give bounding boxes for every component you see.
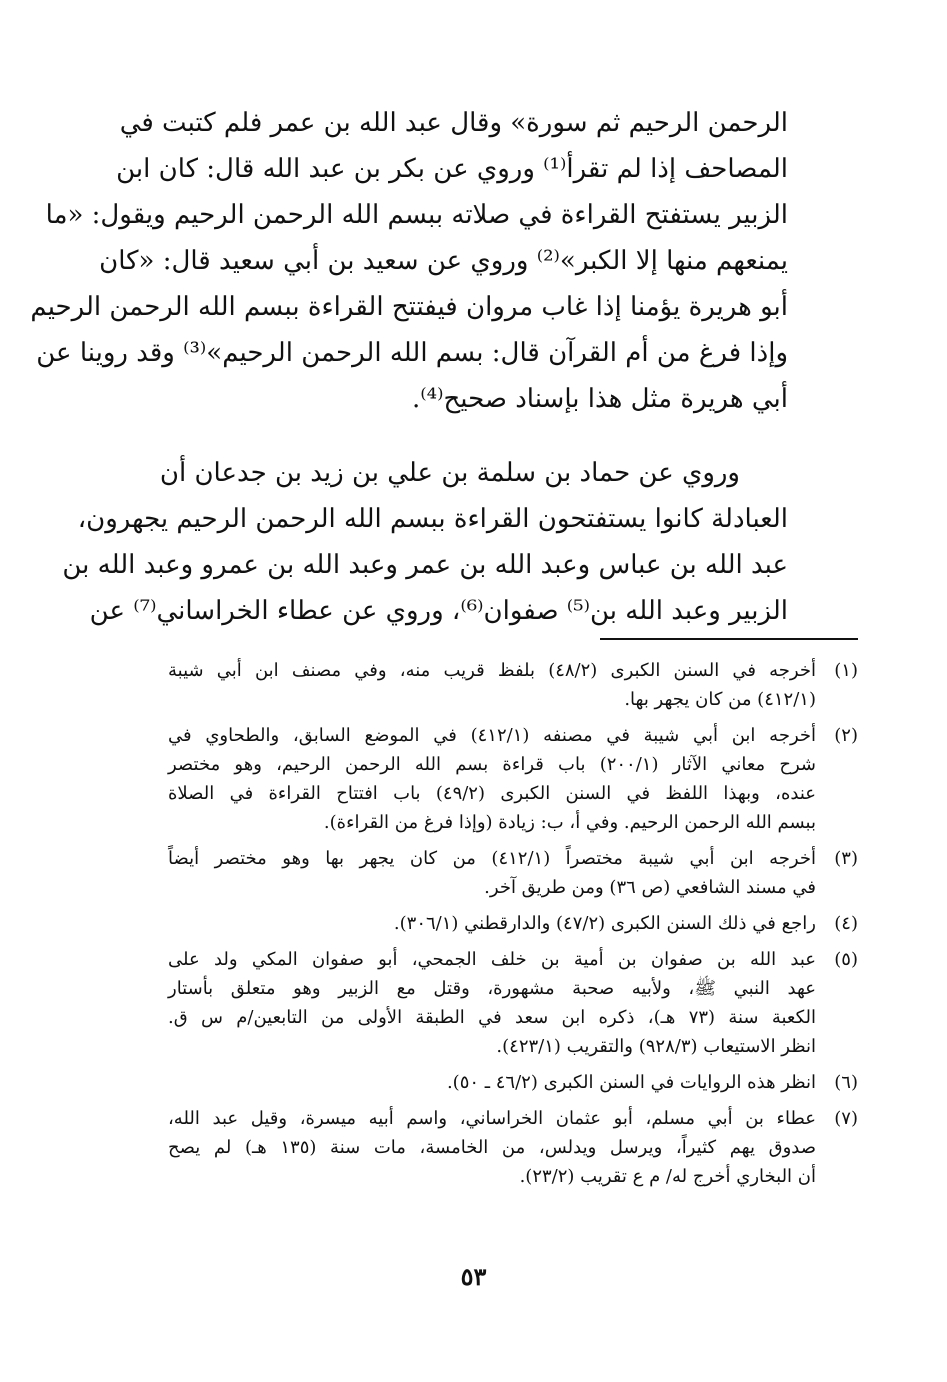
- footnote-number: (٥): [834, 949, 858, 970]
- footnote-number: (٣): [834, 848, 858, 869]
- footnote-line: ببسم الله الرحمن الرحيم. وفي أ، ب: زيادة (وإذا فرغ من القراءة).: [323, 812, 816, 833]
- footnote-line: عبد الله بن صفوان بن أمية بن خلف الجمحي، أبو صفوان المكي ولد على: [168, 949, 816, 970]
- footnote-number: (١): [834, 660, 858, 681]
- footnote-1: [168, 656, 858, 714]
- footnote-7: [168, 1104, 858, 1191]
- footnote-number: (٦): [834, 1072, 858, 1093]
- footnote-line: أخرجه ابن أبي شيبة في مصنفه (٤١٢/١) في الموضع السابق، والطحاوي في: [168, 725, 816, 746]
- footnote-text: [168, 1104, 816, 1191]
- footnote-5: [168, 945, 858, 1061]
- footnote-number: (٤): [834, 913, 858, 934]
- text-line: العبادلة كانوا يستفتحون القراءة ببسم الله الرحمن الرحيم يجهرون،: [77, 504, 788, 534]
- footnote-line: راجع في ذلك السنن الكبرى (٤٧/٢) والدارقطني (٣٠٦/١).: [393, 913, 816, 934]
- footnote-line: انظر هذه الروايات في السنن الكبرى (٤٦/٢ ـ ٥٠).: [446, 1072, 816, 1093]
- footnote-line: شرح معاني الآثار (٢٠٠/١) باب قراءة بسم الله الرحمن الرحيم، وهو مختصر: [168, 754, 816, 775]
- text-line: الزبير وعبد الله بن⁽⁵⁾ صفوان⁽⁶⁾، وروي عن عطاء الخراساني⁽⁷⁾ عن: [89, 596, 788, 626]
- footnote-line: انظر الاستيعاب (٩٢٨/٣) والتقريب (٤٢٣/١).: [496, 1036, 816, 1057]
- text-line: الزبير يستفتح القراءة في صلاته ببسم الله الرحمن الرحيم ويقول: «ما: [45, 200, 788, 230]
- page-number: ٥٣: [460, 1262, 487, 1291]
- text-line: أبي هريرة مثل هذا بإسناد صحيح⁽⁴⁾.: [411, 384, 788, 414]
- footnote-line: عنده، وبهذا اللفظ في السنن الكبرى (٤٩/٢) باب افتتاح القراءة في الصلاة: [168, 783, 816, 804]
- footnote-line: صدوق يهم كثيراً، ويرسل ويدلس، من الخامسة، مات سنة (١٣٥ هـ) لم يصح: [168, 1137, 817, 1158]
- paragraph-2: [62, 450, 788, 634]
- footnote-3: [168, 844, 858, 902]
- footnote-line: أن البخاري أخرج له/ م ع تقريب (٢٣/٢).: [519, 1166, 816, 1187]
- footnote-4: [168, 909, 858, 938]
- footnote-6: [168, 1068, 858, 1097]
- text-line: عبد الله بن عباس وعبد الله بن عمر وعبد الله بن عمرو وعبد الله بن: [62, 550, 788, 580]
- footnote-divider: [600, 638, 858, 640]
- footnote-number: (٧): [834, 1108, 858, 1129]
- text-line: الرحمن الرحيم ثم سورة» وقال عبد الله بن عمر فلم كتبت في: [119, 108, 788, 138]
- footnote-number: (٢): [834, 725, 858, 746]
- footnotes: [168, 656, 858, 1198]
- text-line: المصاحف إذا لم تقرأ⁽¹⁾ وروي عن بكر بن عبد الله قال: كان ابن: [116, 154, 788, 184]
- footnote-text: [168, 721, 816, 837]
- footnote-text: [168, 909, 816, 938]
- footnote-line: أخرجه في السنن الكبرى (٤٨/٢) بلفظ قريب منه، وفي مصنف ابن أبي شيبة: [168, 660, 816, 681]
- text-line: أبو هريرة يؤمنا إذا غاب مروان فيفتتح القراءة ببسم الله الرحمن الرحيم: [30, 292, 788, 322]
- text-line: وإذا فرغ من أم القرآن قال: بسم الله الرحمن الرحيم»⁽³⁾ وقد روينا عن: [36, 338, 788, 368]
- text-line: وروي عن حماد بن سلمة بن علي بن زيد بن جدعان أن: [159, 458, 740, 488]
- footnote-line: (٤١٢/١) من كان يجهر بها.: [624, 689, 816, 710]
- paragraph-1: [30, 100, 788, 422]
- footnote-line: في مسند الشافعي (ص ٣٦) ومن طريق آخر.: [484, 877, 816, 898]
- footnote-text: [168, 945, 816, 1061]
- footnote-text: [168, 844, 816, 902]
- footnote-text: [168, 1068, 816, 1097]
- footnote-line: عطاء بن أبي مسلم، أبو عثمان الخراساني، واسم أبيه ميسرة، وقيل عبد الله،: [168, 1108, 816, 1129]
- main-text: [30, 100, 788, 634]
- text-line: يمنعهم منها إلا الكبر»⁽²⁾ وروي عن سعيد بن أبي سعيد قال: «كان: [99, 246, 788, 276]
- footnote-text: [168, 656, 816, 714]
- footnote-2: [168, 721, 858, 837]
- footnote-line: الكعبة سنة (٧٣ هـ)، ذكره ابن سعد في الطبقة الأولى من التابعين/م س ق.: [168, 1007, 817, 1028]
- paragraph-spacer: [160, 422, 788, 450]
- footnote-line: عهد النبي ﷺ، ولأبيه صحبة مشهورة، وقتل مع الزبير وهو متعلق بأستار: [168, 978, 816, 999]
- footnote-line: أخرجه ابن أبي شيبة مختصراً (٤١٢/١) من كان يجهر بها وهو مختصر أيضاً: [168, 848, 816, 869]
